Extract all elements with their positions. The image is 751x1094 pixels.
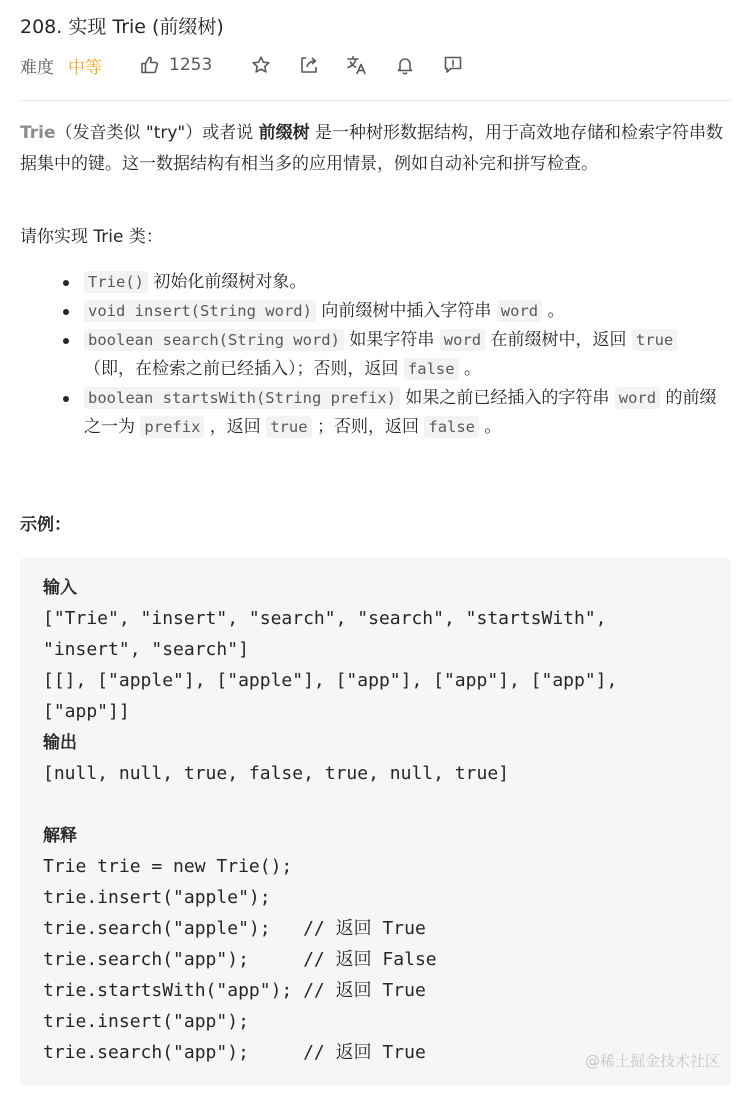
inline-code: void insert(String word) [84,300,316,322]
code-line: trie.search("apple"); // 返回 True [43,918,426,939]
code-line: [[], ["apple"], ["apple"], ["app"], ["app"], ["app"], [43,670,618,691]
code-line: [null, null, true, false, true, null, true] [43,763,509,784]
method-list [84,268,724,442]
list-text: ，返回 [204,417,267,437]
term-prefix-tree: 前缀树 [258,123,310,143]
watermark: @稀土掘金技术社区 [585,1052,721,1070]
list-item [84,326,724,384]
blank-line [43,789,709,820]
code-line: ["app"]] [43,701,130,722]
list-item [84,384,724,442]
code-line: "insert", "search"] [43,639,249,660]
difficulty-label: 难度 [20,57,54,78]
translate-icon [346,54,368,76]
example-heading: 示例： [20,515,71,535]
share-icon [299,55,319,75]
share-button[interactable] [296,52,322,78]
list-text: 。 [542,301,565,321]
example-code-block [20,558,731,1086]
list-item [84,297,724,326]
list-item [84,268,724,297]
code-line: Trie trie = new Trie(); [43,856,293,877]
list-text: ；否则，返回 [311,417,425,437]
inline-code: true [632,329,677,351]
list-text: 初始化前缀树对象。 [148,272,307,292]
description-paragraph [20,118,731,180]
inline-code: word [440,329,485,351]
code-line: trie.insert("apple"); [43,887,271,908]
notification-button[interactable] [392,52,418,78]
inline-code: boolean startsWith(String prefix) [84,387,400,409]
inline-code: false [404,358,459,380]
inline-code: false [424,416,479,438]
list-text: 在前缀树中，返回 [485,330,632,350]
code-line: trie.startsWith("app"); // 返回 True [43,980,426,1001]
list-text: 如果之前已经插入的字符串 [399,388,615,408]
like-button[interactable] [140,55,212,75]
description-text: （发音类似 "try"）或者说 [55,123,259,143]
inline-code: true [266,416,311,438]
description-text: 是一种树形数据结构，用于高效地存储和检索字符串数据集中的键。这一数据结构有相当多的应用情景，例如自动补完和拼写检查。 [20,123,724,174]
difficulty-value: 中等 [68,57,102,78]
list-text: （即，在检索之前已经插入）；否则，返回 [84,359,404,379]
thumbs-up-icon [140,55,160,75]
problem-title: 208. 实现 Trie (前缀树) [20,16,224,38]
explanation-label: 解释 [43,826,77,845]
translate-button[interactable] [344,52,370,78]
implement-instruction: 请你实现 Trie 类： [20,227,163,247]
output-label: 输出 [43,733,77,752]
star-icon [251,55,271,75]
list-text: 如果字符串 [343,330,440,350]
list-text: 。 [458,359,481,379]
code-line: ["Trie", "insert", "search", "search", "startsWith", [43,608,607,629]
term-trie: Trie [20,123,56,143]
problem-meta-bar [20,52,466,78]
header-divider [20,100,731,101]
like-count: 1253 [169,55,213,75]
code-line: trie.search("app"); // 返回 False [43,949,437,970]
input-label: 输入 [43,578,77,597]
list-text: 的前缀之一为 [84,388,717,437]
inline-code: Trie() [84,271,148,293]
list-text: 向前缀树中插入字符串 [315,301,497,321]
inline-code: word [615,387,660,409]
code-line: trie.insert("app"); [43,1011,249,1032]
inline-code: word [497,300,542,322]
favorite-button[interactable] [248,52,274,78]
feedback-icon [443,55,463,75]
list-text: 。 [479,417,502,437]
feedback-button[interactable] [440,52,466,78]
code-line: trie.search("app"); // 返回 True [43,1042,426,1063]
inline-code: boolean search(String word) [84,329,344,351]
inline-code: prefix [140,416,204,438]
bell-icon [395,55,415,75]
